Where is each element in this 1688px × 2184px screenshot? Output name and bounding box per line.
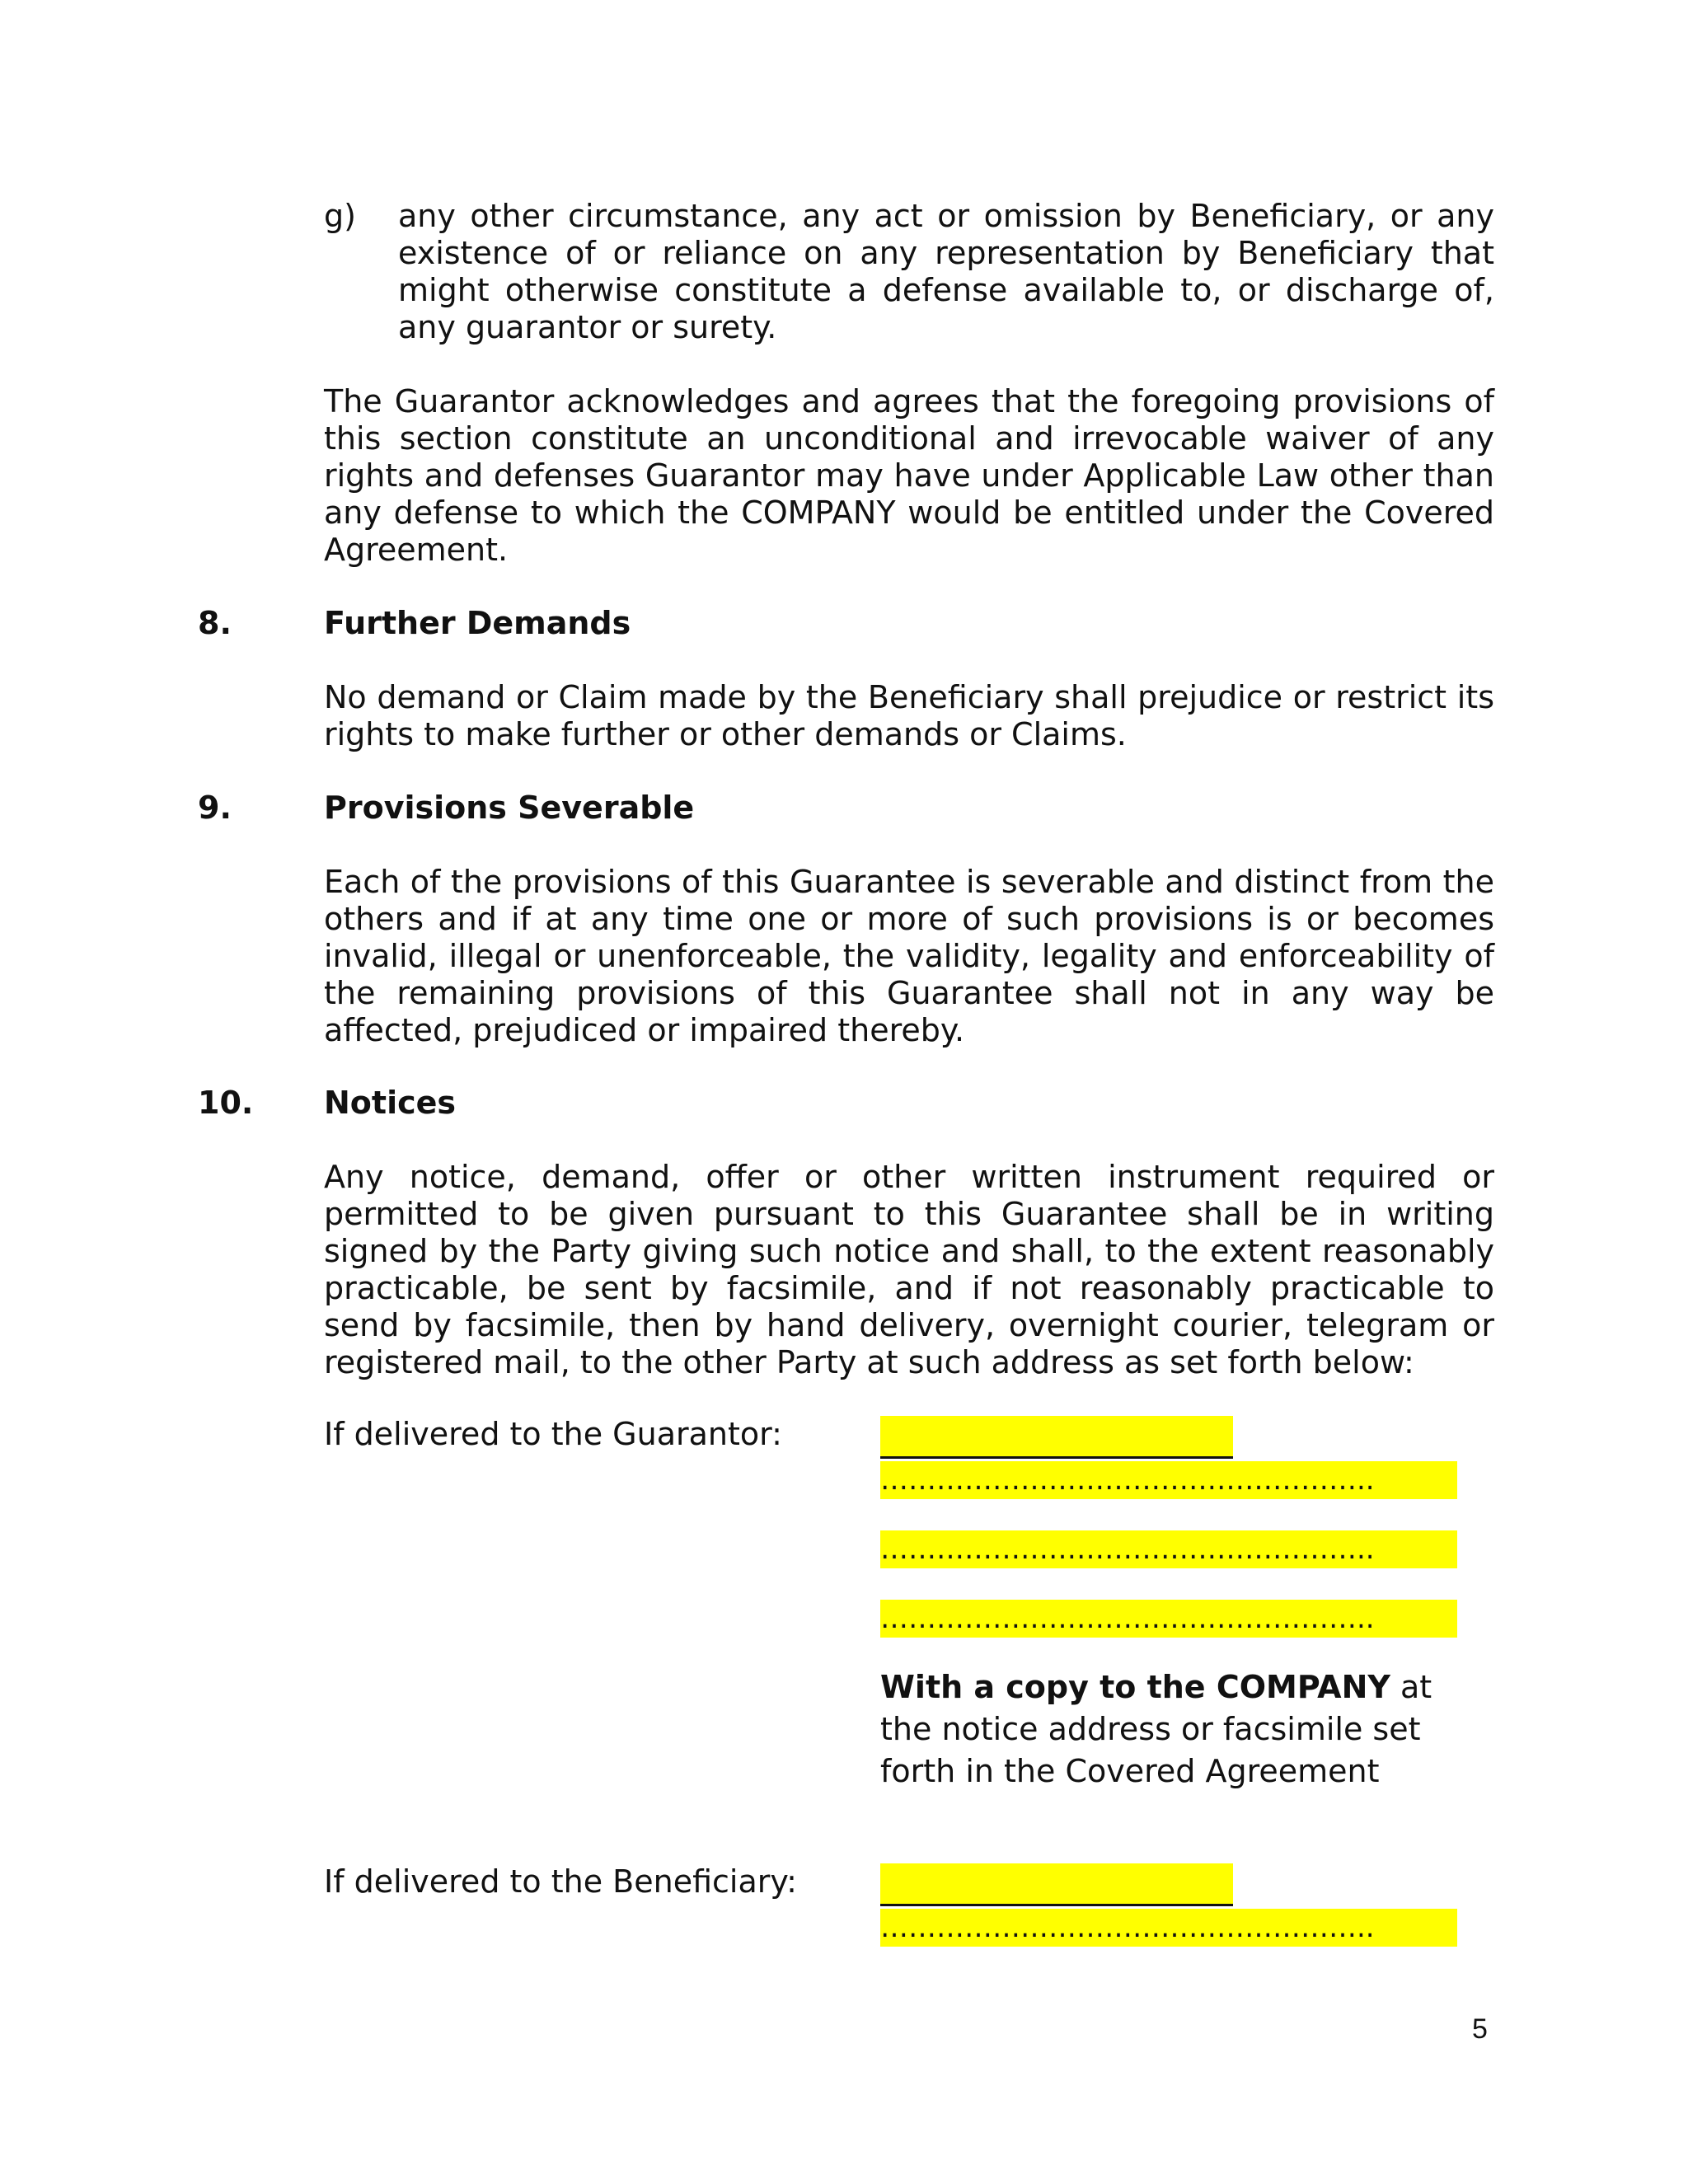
guarantor-address-line-1[interactable]: …………………………………………….. (880, 1461, 1457, 1499)
page-number: 5 (1472, 2013, 1488, 2045)
section-9-paragraph: Each of the provisions of this Guarantee is severable and distinct from the others and if at any time one or more of such provisions is or becomes invalid, illegal or unenforceable, the validity, legality and enforceability of the remaining provisions of this Guarantee shall not in any way be affected, prejudiced or impaired thereby. (324, 864, 1494, 1048)
section-title: Notices (324, 1085, 457, 1121)
company-copy-rest: at the notice address or facsimile set forth in the Covered Agreement (880, 1669, 1432, 1789)
acknowledgement-paragraph: The Guarantor acknowledges and agrees that the foregoing provisions of this section constitute an unconditional and irrevocable waiver of any rights and defenses Guarantor may have under Applicable Law other than any defense to which the COMPANY would be entitled under the Covered Agreement. (324, 383, 1494, 568)
section-number: 9. (198, 790, 232, 826)
list-item-text: any other circumstance, any act or omission by Beneficiary, or any existence of or reliance on any representation by Beneficiary that might otherwise constitute a defense available to, or discharge of, any guarantor or surety. (398, 198, 1494, 345)
beneficiary-name-blank[interactable] (880, 1863, 1233, 1906)
section-number: 8. (198, 605, 232, 641)
guarantor-name-blank[interactable] (880, 1416, 1233, 1459)
guarantor-address-line-2[interactable]: …………………………………………….. (880, 1530, 1457, 1568)
section-title: Provisions Severable (324, 790, 695, 826)
section-heading-8 (198, 605, 1352, 642)
section-number: 10. (198, 1085, 254, 1121)
beneficiary-address-line-1[interactable]: …………………………………………….. (880, 1909, 1457, 1947)
section-heading-9 (198, 790, 1352, 827)
company-copy-bold: With a copy to the COMPANY (880, 1669, 1390, 1705)
list-marker: g) (324, 198, 356, 234)
section-8-paragraph: No demand or Claim made by the Beneficiary shall prejudice or restrict its rights to make further or other demands or Claims. (324, 679, 1494, 752)
section-10-paragraph: Any notice, demand, offer or other written instrument required or permitted to be given pursuant to this Guarantee shall be in writing signed by the Party giving such notice and shall, to the extent reasonably practicable, be sent by facsimile, and if not reasonably practicable to send by facsimile, then by hand delivery, overnight courier, telegram or registered mail, to the other Party at such address as set forth below: (324, 1159, 1494, 1380)
company-copy-note (880, 1666, 1490, 1793)
guarantor-label: If delivered to the Guarantor: (324, 1416, 782, 1452)
guarantor-address-line-3[interactable]: …………………………………………….. (880, 1600, 1457, 1638)
section-title: Further Demands (324, 605, 631, 641)
beneficiary-label: If delivered to the Beneficiary: (324, 1863, 797, 1900)
section-heading-10 (198, 1085, 1352, 1122)
